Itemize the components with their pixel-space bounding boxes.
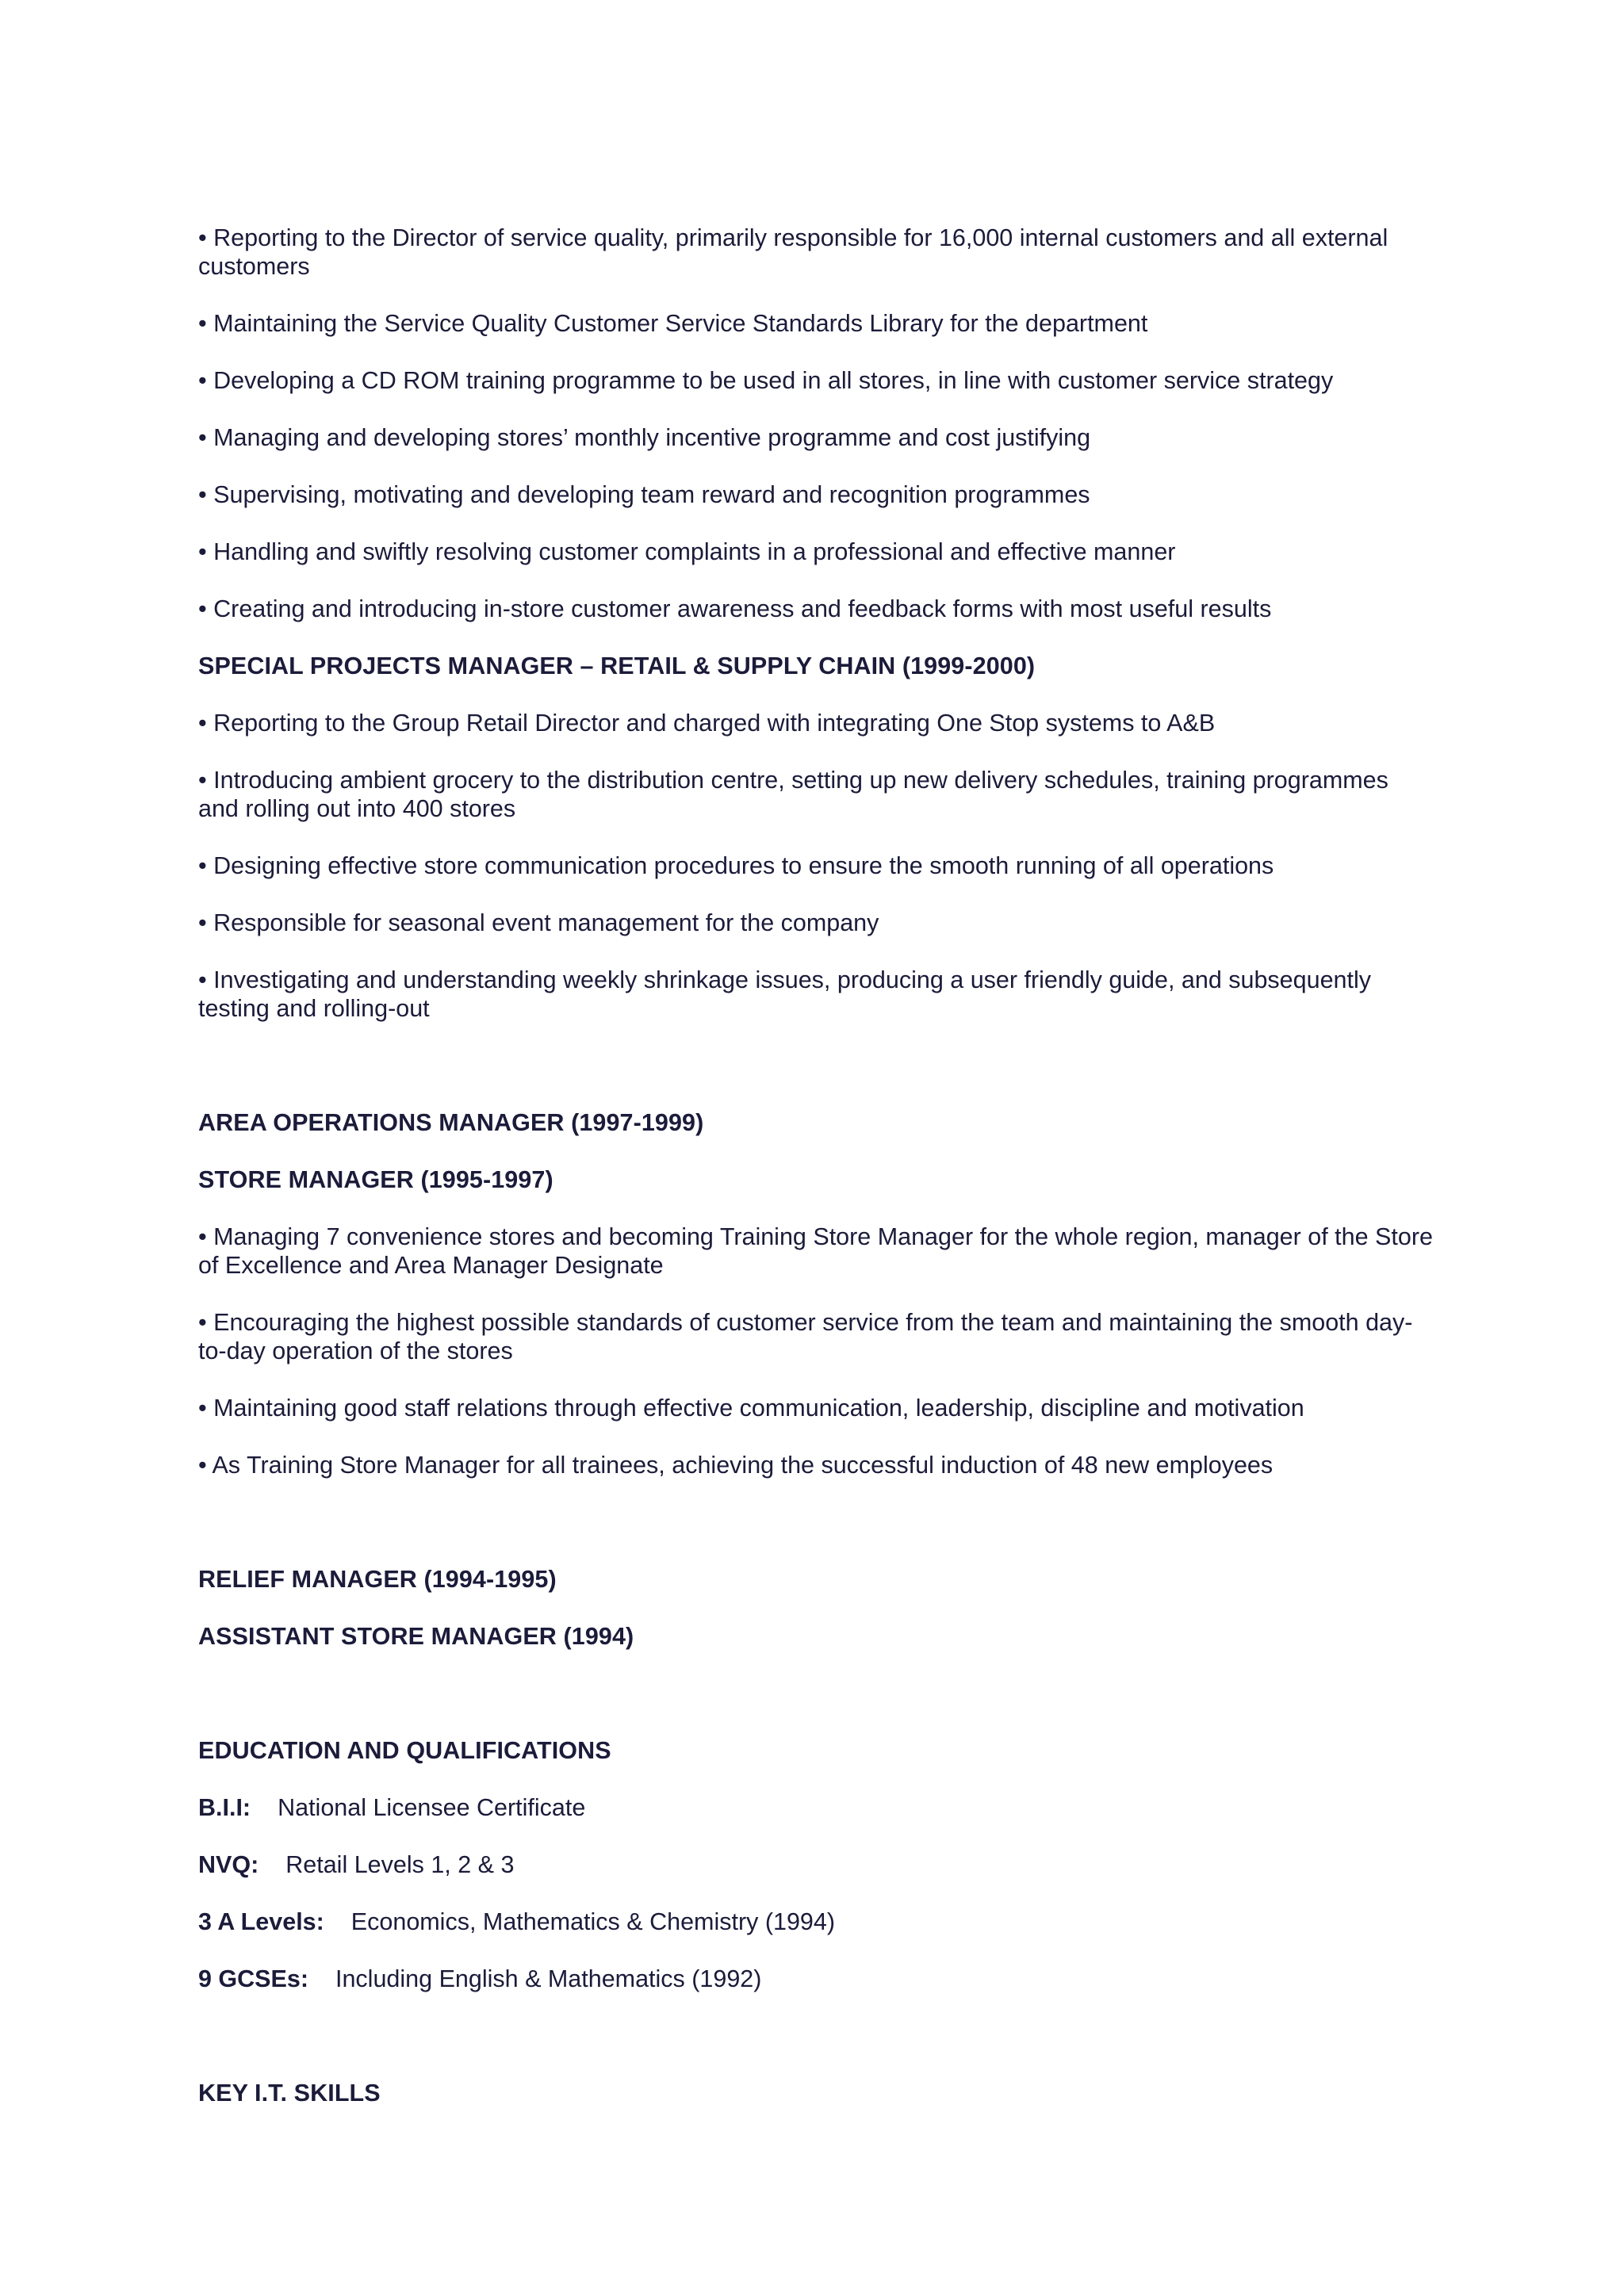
qualification-row bbox=[198, 1850, 1435, 1879]
qualification-label: NVQ: bbox=[198, 1851, 259, 1878]
qualification-value: Including English & Mathematics (1992) bbox=[335, 1965, 762, 1992]
qualification-row bbox=[198, 1793, 1435, 1822]
bullet-item: • Supervising, motivating and developing team reward and recognition programmes bbox=[198, 481, 1090, 508]
bullet-item: • Introducing ambient grocery to the distribution centre, setting up new delivery schedules, training programmes and rolling out into 400 stores bbox=[198, 767, 1388, 822]
qualification-row bbox=[198, 1908, 1435, 1936]
bullet-item: • Developing a CD ROM training programme to be used in all stores, in line with customer service strategy bbox=[198, 367, 1334, 394]
qualification-row bbox=[198, 1965, 1435, 1993]
section-heading-area-operations: AREA OPERATIONS MANAGER (1997-1999) bbox=[198, 1109, 704, 1136]
spacer bbox=[198, 2022, 1435, 2079]
spacer bbox=[198, 1051, 1435, 1108]
bullet-item: • Managing and developing stores’ monthly incentive programme and cost justifying bbox=[198, 424, 1091, 451]
section-heading-store-manager: STORE MANAGER (1995-1997) bbox=[198, 1166, 553, 1193]
bullet-item: • Reporting to the Group Retail Director and charged with integrating One Stop systems to A&B bbox=[198, 710, 1216, 737]
spacer bbox=[198, 1679, 1435, 1736]
bullet-item: • Maintaining the Service Quality Customer Service Standards Library for the department bbox=[198, 310, 1148, 337]
section-heading-relief-manager: RELIEF MANAGER (1994-1995) bbox=[198, 1566, 557, 1593]
bullet-item: • Encouraging the highest possible standards of customer service from the team and maintaining the smooth day-to-day operation of the stores bbox=[198, 1309, 1413, 1364]
qualification-label: B.I.I: bbox=[198, 1794, 251, 1821]
qualification-label: 3 A Levels: bbox=[198, 1908, 324, 1935]
qualification-value: National Licensee Certificate bbox=[278, 1794, 586, 1821]
spacer bbox=[198, 1508, 1435, 1565]
bullet-item: • Designing effective store communication procedures to ensure the smooth running of all operations bbox=[198, 852, 1274, 879]
section-heading-assistant-store-manager: ASSISTANT STORE MANAGER (1994) bbox=[198, 1623, 634, 1650]
bullet-item: • Handling and swiftly resolving customer complaints in a professional and effective manner bbox=[198, 538, 1176, 565]
bullet-item: • Reporting to the Director of service quality, primarily responsible for 16,000 internal customers and all external customers bbox=[198, 224, 1388, 280]
document-page bbox=[198, 224, 1435, 2136]
bullet-item: • Managing 7 convenience stores and becoming Training Store Manager for the whole region, manager of the Store of Excellence and Area Manager Designate bbox=[198, 1223, 1433, 1279]
qualification-value: Economics, Mathematics & Chemistry (1994) bbox=[350, 1908, 835, 1935]
section-heading-education: EDUCATION AND QUALIFICATIONS bbox=[198, 1737, 611, 1764]
bullet-item: • As Training Store Manager for all trainees, achieving the successful induction of 48 new employees bbox=[198, 1452, 1274, 1479]
section-heading-it-skills: KEY I.T. SKILLS bbox=[198, 2080, 381, 2107]
bullet-item: • Responsible for seasonal event management for the company bbox=[198, 909, 879, 936]
bullet-item: • Investigating and understanding weekly shrinkage issues, producing a user friendly guide, and subsequently testing and rolling-out bbox=[198, 966, 1371, 1022]
section-heading-special-projects: SPECIAL PROJECTS MANAGER – RETAIL & SUPPLY CHAIN (1999-2000) bbox=[198, 652, 1036, 679]
bullet-item: • Creating and introducing in-store customer awareness and feedback forms with most useful results bbox=[198, 595, 1272, 622]
qualification-label: 9 GCSEs: bbox=[198, 1965, 308, 1992]
qualification-value: Retail Levels 1, 2 & 3 bbox=[285, 1851, 515, 1878]
bullet-item: • Maintaining good staff relations through effective communication, leadership, discipline and motivation bbox=[198, 1395, 1304, 1422]
